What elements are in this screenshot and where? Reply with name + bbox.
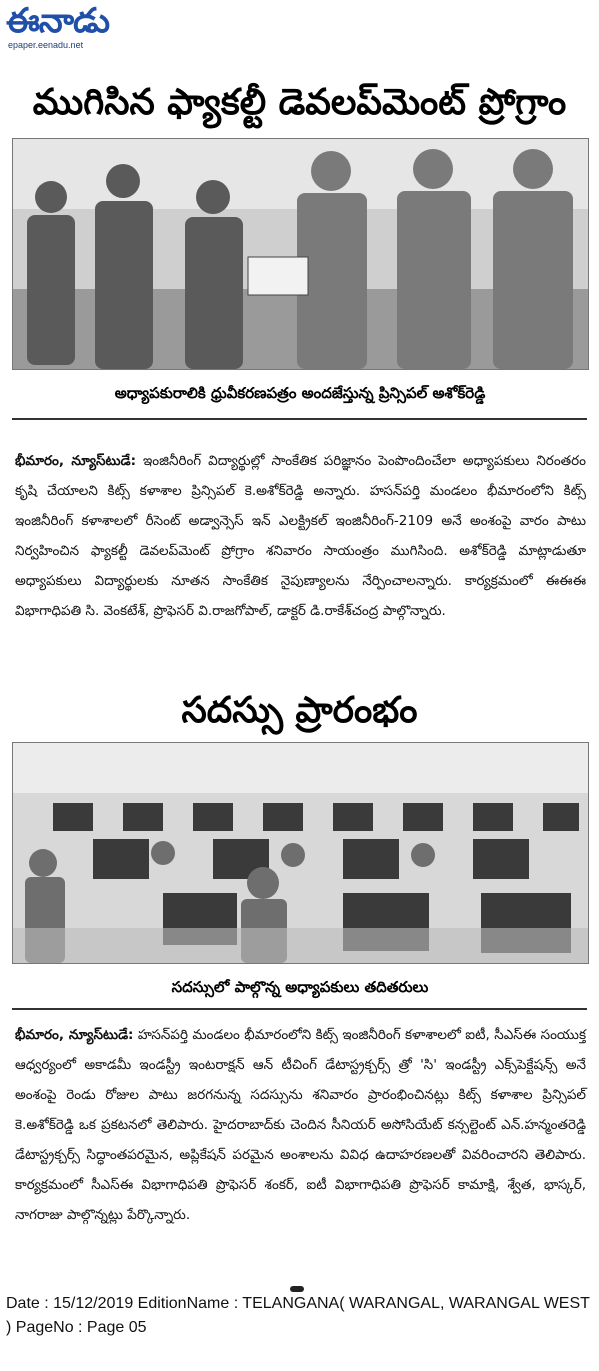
epaper-url[interactable]: epaper.eenadu.net [8,40,84,50]
seminar-hall-image [13,743,588,963]
article2-dateline: భీమారం, న్యూస్‌టుడే: [15,1027,134,1043]
caption-divider [12,418,587,420]
article1-dateline: భీమారం, న్యూస్‌టుడే: [15,453,136,469]
article2-photo-caption: సదస్సులో పాల్గొన్న అధ్యాపకులు తదితరులు [171,978,429,996]
eenadu-logo: ఈనాడు [6,1,110,41]
article2-body-text: హసన్‌పర్తి మండలం భీమారంలోని కిట్స్ ఇంజినీరింగ్ కళాశాలలో ఐటీ, సీఎస్ఈ సంయుక్త ఆధ్వర్యంలో అకాడమీ ఇండస్ట్రీ ఇంటరాక్షన్ ఆన్ టీచింగ్ డేటాస్ట్రక్చర్స్ త్రో 'సి' ఇండస్ట్రీ ఎక్స్‌పెక్టేషన్స్ అనే అంశంపై రెండు రోజుల పాటు జరగనున్న సదస్సును శనివారం ప్రారంభించినట్లు కిట్స్ కళాశాల ప్రిన్సిపల్ కె.అశోక్‌రెడ్డి ఒక ప్రకటనలో తెలిపారు. హైదరాబాద్‌కు చెందిన సీనియర్ అసోసియేట్ కన్సల్టెంట్ ఎన్.హన్మంతరెడ్డి డేటాస్ట్రక్చర్స్ సిద్ధాంతపరమైన, అప్లికేషన్ పరమైన అంశాలను వివిధ ఉదాహరణలతో వివరించారని తెలిపారు. కార్యక్రమంలో సీఎస్ఈ విభాగాధిపతి ప్రొఫెసర్ శంకర్, ఐటీ విభాగాధిపతి ప్రొఫెసర్ కామాక్షి, శ్వేత, భాస్కర్, నాగరాజు పాల్గొన్నట్లు పేర్కొన్నారు. [15,1027,586,1223]
article1-body-text: ఇంజినీరింగ్ విద్యార్థుల్లో సాంకేతిక పరిజ్ఞానం పెంపొందించేలా అధ్యాపకులు నిరంతరం కృషి చేయాలని కిట్స్ కళాశాల ప్రిన్సిపల్ కె.అశోక్‌రెడ్డి అన్నారు. హసన్‌పర్తి మండలం భీమారంలోని కిట్స్ ఇంజినీరింగ్ కళాశాలలో రీసెంట్ అడ్వాన్సెస్ ఇన్ ఎలక్ట్రికల్ ఇంజినీరింగ్-2109 అనే అంశంపై వారం పాటు నిర్వహించిన ఫ్యాకల్టీ డెవలప్‌మెంట్ ప్రోగ్రాం శనివారం సాయంత్రం ముగిసింది. అశోక్‌రెడ్డి మాట్లాడుతూ అధ్యాపకులు విద్యార్థులకు నూతన సాంకేతిక నైపుణ్యాలను నేర్పించాలన్నారు. కార్యక్రమంలో ఈఈఈ విభాగాధిపతి సి. వెంకటేశ్, ప్రొఫెసర్ వి.రాజగోపాల్, డాక్టర్ డి.రాకేశ్‌చంద్ర పాల్గొన్నారు. [15,453,587,619]
article1-body [15,446,586,626]
article2-photo [12,742,589,964]
certificate-presentation-image [13,139,588,369]
article2-headline: సదస్సు ప్రారంభం [181,690,418,731]
article1-photo [12,138,589,370]
edition-footer: Date : 15/12/2019 EditionName : TELANGANA( WARANGAL, WARANGAL WEST ) PageNo : Page 05 [6,1295,590,1336]
caption-divider [12,1008,587,1010]
article1-headline: ముగిసిన ఫ్యాకల్టీ డెవలప్‌మెంట్ ప్రోగ్రాం [32,82,567,123]
article2-body [15,1020,586,1230]
article1-photo-caption: అధ్యాపకురాలికి ధ్రువీకరణపత్రం అందజేస్తున్న ప్రిన్సిపల్ అశోక్‌రెడ్డి [114,384,486,402]
